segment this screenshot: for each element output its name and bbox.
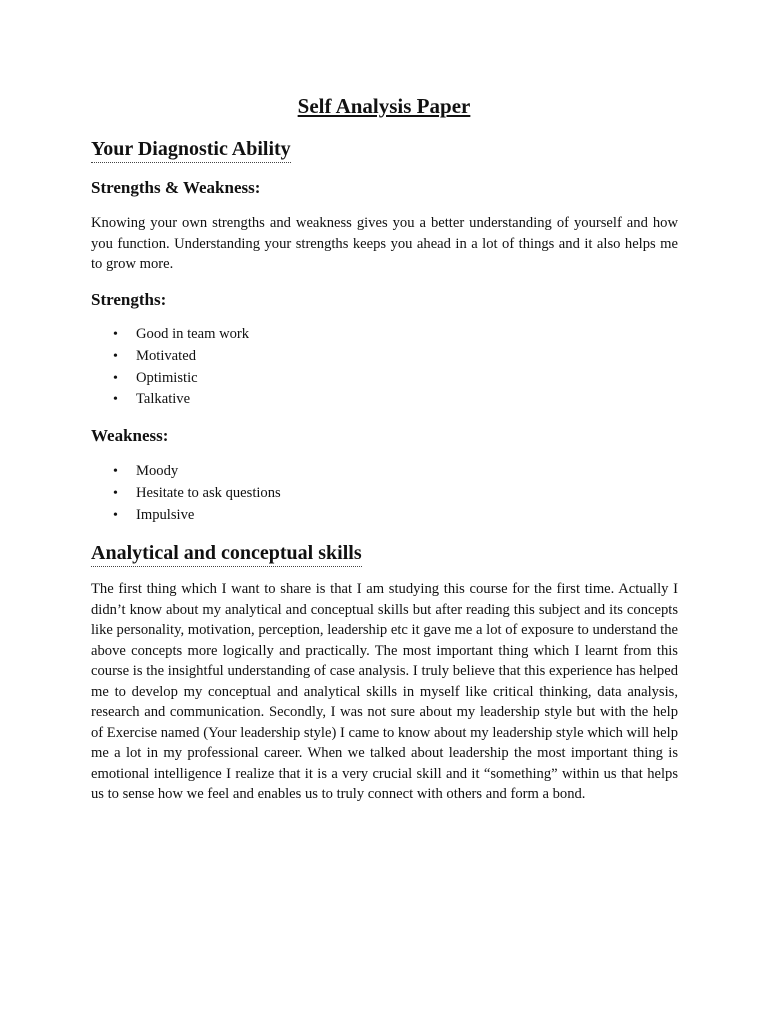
bullet-icon: • [113, 348, 118, 364]
list-item [91, 461, 281, 483]
strengths-list [91, 324, 249, 411]
weakness-list [91, 461, 281, 526]
bullet-icon: • [113, 392, 118, 408]
list-item-text: Hesitate to ask questions [136, 484, 281, 501]
bullet-icon: • [113, 327, 118, 342]
intro-paragraph: Knowing your own strengths and weakness gives you a better understanding of yourself and how you function. Understanding your strengths keeps you ahead in a lot of things and it also helps me to grow more. [91, 215, 678, 272]
list-item [91, 505, 281, 527]
list-item-text: Motivated [136, 347, 196, 364]
section-heading-analytical-skills: Analytical and conceptual skills [91, 540, 362, 567]
bullet-icon: • [113, 485, 118, 501]
list-item [91, 368, 249, 390]
list-item [91, 389, 249, 411]
list-item-text: Moody [136, 463, 179, 479]
list-item-text: Impulsive [136, 506, 195, 523]
bullet-icon: • [113, 507, 118, 523]
list-item-text: Talkative [136, 391, 191, 408]
bullet-icon: • [113, 464, 118, 479]
list-item [91, 483, 281, 505]
subheading-weakness: Weakness: [91, 426, 169, 445]
subheading-strengths: Strengths: [91, 290, 167, 309]
list-item [91, 346, 249, 368]
document-title: Self Analysis Paper [297, 94, 471, 118]
section-heading-diagnostic-ability: Your Diagnostic Ability [91, 136, 291, 163]
list-item [91, 324, 249, 346]
list-item-text: Good in team work [136, 326, 250, 342]
bullet-icon: • [113, 370, 118, 386]
list-item-text: Optimistic [136, 369, 198, 386]
subheading-strengths-weakness: Strengths & Weakness: [91, 178, 261, 197]
analytical-skills-paragraph: The first thing which I want to share is that I am studying this course for the first time. Actually I didn’t know about my analytical and conceptual skills but after reading this subject and its concepts like personality, motivation, perception, leadership etc it gave me a lot of exposure to understand the above concepts more logically and practically. The most important thing which I learnt from this course is the insightful understanding of case analysis. I truly believe that this experience has helped me to develop my conceptual and analytical skills in myself like critical thinking, data analysis, research and communication. Secondly, I was not sure about my leadership style but with the help of Exercise named (Your leadership style) I came to know about my leadership style which will help me a lot in my professional career. When we talked about leadership the most important thing is emotional intelligence I realize that it is a very crucial skill and it “something” within us that helps us to sense how we feel and enables us to truly connect with others and form a bond. [91, 581, 678, 802]
